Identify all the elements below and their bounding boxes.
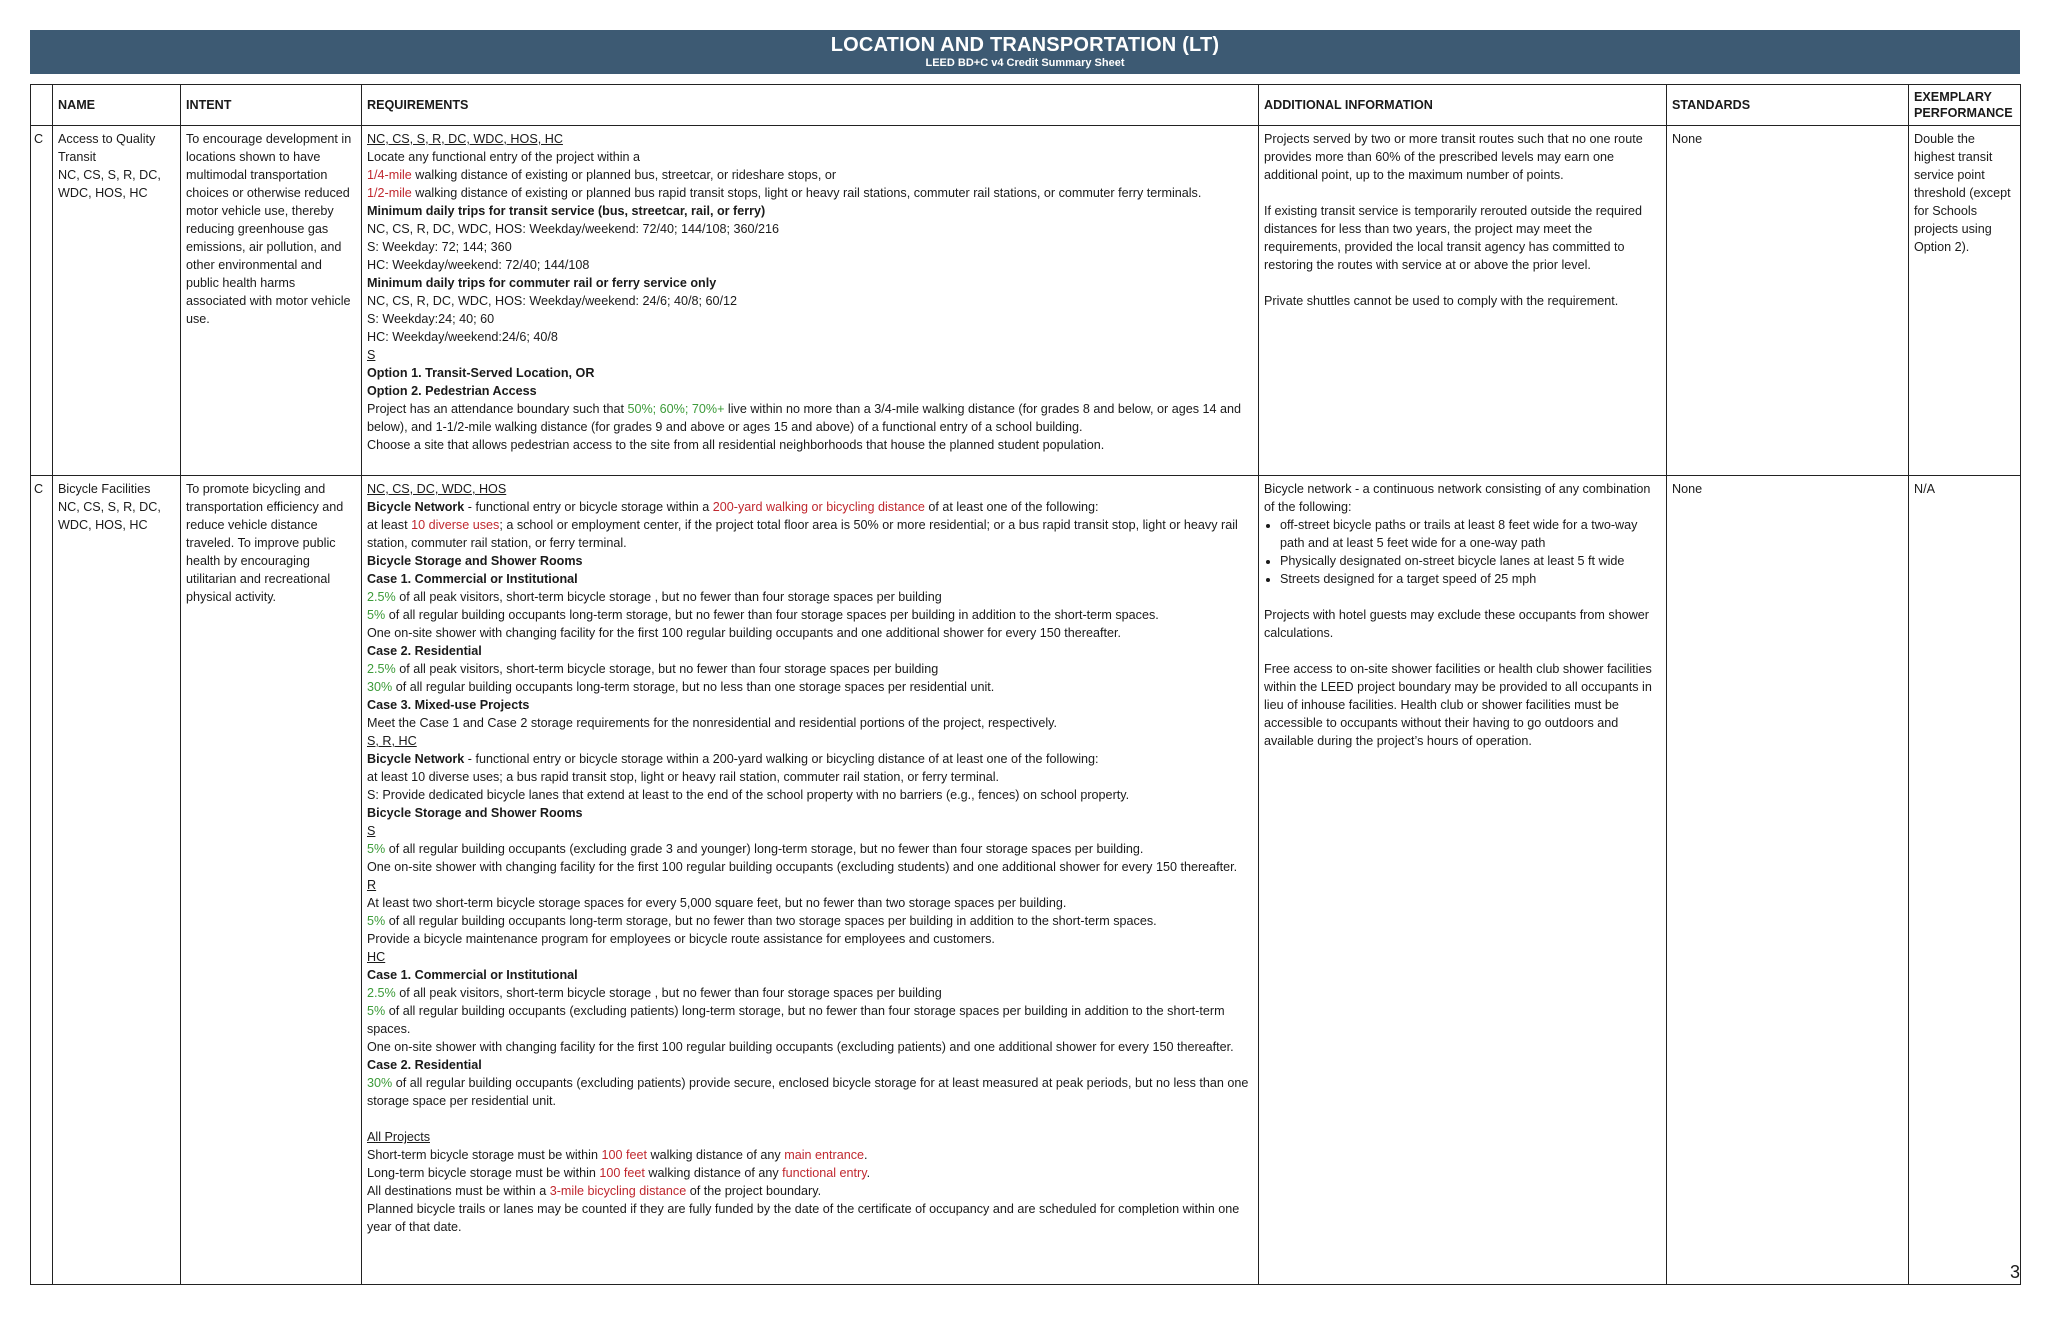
status-cell: C <box>31 126 53 476</box>
red-highlight: 1/4-mile <box>367 168 412 182</box>
req-line: HC: Weekday/weekend:24/6; 40/8 <box>367 330 558 344</box>
req-line <box>367 588 1253 606</box>
req-text: . <box>866 1166 871 1180</box>
additional-cell <box>1259 126 1667 476</box>
req-text: walking distance of any <box>644 1166 783 1180</box>
req-text: of all regular building occupants (excluding grade 3 and younger) long-term storage, but no fewer than four storage spaces per building. <box>385 842 1144 856</box>
req-line <box>367 1164 1253 1182</box>
req-text: - functional entry or bicycle storage within a 200-yard walking or bicycling distance of at least one of the following: <box>464 752 1099 766</box>
req-line: All Projects <box>367 1130 430 1144</box>
green-highlight: 5% <box>367 914 386 928</box>
req-text: walking distance of existing or planned bus, streetcar, or rideshare stops, or <box>411 168 837 182</box>
req-line: S <box>367 348 376 362</box>
req-text: of at least one of the following: <box>924 500 1099 514</box>
req-text: ; a school or employment center, if the project total floor area is 50% or more residential; or a bus rapid transit stop, light or heavy rail station, commuter rail station, or ferry terminal. <box>367 518 1238 550</box>
req-line <box>367 1182 1253 1200</box>
req-heading: Case 1. Commercial or Institutional <box>367 968 578 982</box>
req-line: at least 10 diverse uses; a bus rapid transit stop, light or heavy rail station, commuter rail station, or ferry terminal. <box>367 770 1000 784</box>
req-text: . <box>864 1148 868 1162</box>
col-header-standards: STANDARDS <box>1667 85 1909 126</box>
req-text: Project has an attendance boundary such that <box>367 402 628 416</box>
req-line: One on-site shower with changing facility for the first 100 regular building occupants (excluding patients) and one additional shower for every 150 thereafter. <box>367 1040 1234 1054</box>
info-paragraph: If existing transit service is temporarily rerouted outside the required distances for less than two years, the project may meet the requirements, provided the local transit agency has committed to restoring the routes with service at or above the prior level. <box>1264 204 1642 272</box>
page-number: 3 <box>2009 1262 2020 1282</box>
red-highlight: functional entry <box>782 1166 867 1180</box>
req-line <box>367 660 1253 678</box>
req-line <box>367 1002 1253 1038</box>
red-highlight: 10 diverse uses <box>411 518 500 532</box>
req-text: walking distance of any <box>647 1148 785 1162</box>
title-banner <box>30 30 2020 74</box>
req-text: live within no more than a 3/4-mile walking distance (for grades 8 and below, or ages 14 and below), and 1-1/2-mile walking distance (for grades 9 and above or ages 15 and above) of a functional entry of a school building. <box>367 402 1242 434</box>
req-line: Choose a site that allows pedestrian access to the site from all residential neighborhoods that house the planned student population. <box>367 438 1105 452</box>
additional-cell <box>1259 476 1667 1285</box>
credit-types: NC, CS, S, R, DC, WDC, HOS, HC <box>58 500 161 532</box>
req-heading: Bicycle Storage and Shower Rooms <box>367 806 583 820</box>
name-cell <box>53 476 181 1285</box>
col-header-additional: ADDITIONAL INFORMATION <box>1259 85 1667 126</box>
req-text: of all peak visitors, short-term bicycle storage , but no fewer than four storage spaces per building <box>395 590 942 604</box>
red-highlight: 1/2-mile <box>367 186 412 200</box>
status-cell: C <box>31 476 53 1285</box>
req-heading: Bicycle Storage and Shower Rooms <box>367 554 583 568</box>
req-line <box>367 498 1253 516</box>
table-row <box>31 126 2021 476</box>
req-line: At least two short-term bicycle storage spaces for every 5,000 square feet, but no fewer than two storage spaces per building. <box>367 896 1067 910</box>
credit-summary-table <box>30 84 2021 1285</box>
info-paragraph: Projects with hotel guests may exclude these occupants from shower calculations. <box>1264 608 1649 640</box>
req-text: Short-term bicycle storage must be within <box>367 1148 602 1162</box>
req-text: - functional entry or bicycle storage within a <box>464 500 713 514</box>
req-line <box>367 984 1253 1002</box>
req-line <box>367 750 1253 768</box>
red-highlight: 200-yard walking or bicycling distance <box>712 500 925 514</box>
req-line: NC, CS, DC, WDC, HOS <box>367 482 507 496</box>
col-header-exemplary: EXEMPLARY PERFORMANCE <box>1909 85 2021 126</box>
red-highlight: 100 feet <box>599 1166 645 1180</box>
green-highlight: 50%; 60%; 70%+ <box>627 402 725 416</box>
req-line: One on-site shower with changing facility for the first 100 regular building occupants (excluding students) and one additional shower for every 150 thereafter. <box>367 860 1238 874</box>
green-highlight: 30% <box>367 1076 393 1090</box>
credit-name: Access to Quality Transit <box>58 132 156 164</box>
exemplary-cell: Double the highest transit service point threshold (except for Schools projects using Option 2). <box>1909 126 2021 476</box>
page-title: LOCATION AND TRANSPORTATION (LT) <box>830 34 1220 56</box>
req-line <box>367 184 1253 202</box>
req-text: of all peak visitors, short-term bicycle storage, but no fewer than four storage spaces per building <box>395 662 939 676</box>
page-subtitle: LEED BD+C v4 Credit Summary Sheet <box>925 57 1125 69</box>
req-line <box>367 840 1253 858</box>
red-highlight: 3-mile bicycling distance <box>549 1184 687 1198</box>
col-header-name: NAME <box>53 85 181 126</box>
header-row <box>31 85 2021 126</box>
req-text: Long-term bicycle storage must be within <box>367 1166 600 1180</box>
req-text: of the project boundary. <box>686 1184 822 1198</box>
req-text: All destinations must be within a <box>367 1184 550 1198</box>
req-line: Provide a bicycle maintenance program for employees or bicycle route assistance for employees and customers. <box>367 932 995 946</box>
req-line: Meet the Case 1 and Case 2 storage requirements for the nonresidential and residential portions of the project, respectively. <box>367 716 1058 730</box>
req-line: R <box>367 878 377 892</box>
req-line: S: Weekday:24; 40; 60 <box>367 312 495 326</box>
req-line <box>367 516 1253 552</box>
col-header-requirements: REQUIREMENTS <box>362 85 1259 126</box>
req-line: S: Weekday: 72; 144; 360 <box>367 240 512 254</box>
name-cell <box>53 126 181 476</box>
req-text: of all regular building occupants (excluding patients) long-term storage, but no fewer than four storage spaces per building in addition to the short-term spaces. <box>367 1004 1225 1036</box>
req-text: of all regular building occupants long-term storage, but no fewer than two storage spaces per building in addition to the short-term spaces. <box>385 914 1157 928</box>
intent-cell: To encourage development in locations shown to have multimodal transportation choices or otherwise reduced motor vehicle use, thereby reducing greenhouse gas emissions, air pollution, and other environmental and public health harms associated with motor vehicle use. <box>181 126 362 476</box>
req-heading: Case 2. Residential <box>367 644 482 658</box>
req-text: of all regular building occupants long-term storage, but no fewer than four storage spaces per building in addition to the short-term spaces. <box>385 608 1159 622</box>
req-line: S, R, HC <box>367 734 417 748</box>
req-bold: Bicycle Network <box>367 500 465 514</box>
req-line: NC, CS, R, DC, WDC, HOS: Weekday/weekend: 72/40; 144/108; 360/216 <box>367 222 780 236</box>
col-header-status <box>31 85 53 126</box>
req-line <box>367 166 1253 184</box>
req-line <box>367 606 1253 624</box>
req-heading: Option 1. Transit-Served Location, OR <box>367 366 595 380</box>
credit-types: NC, CS, S, R, DC, WDC, HOS, HC <box>58 168 161 200</box>
req-line <box>367 1146 1253 1164</box>
req-line: HC <box>367 950 386 964</box>
req-text: of all regular building occupants long-term storage, but no less than one storage spaces per residential unit. <box>392 680 995 694</box>
req-line: One on-site shower with changing facility for the first 100 regular building occupants and one additional shower for every 150 thereafter. <box>367 626 1121 640</box>
info-paragraph: Bicycle network - a continuous network consisting of any combination of the following: <box>1264 482 1651 514</box>
req-text: walking distance of existing or planned bus rapid transit stops, light or heavy rail stations, commuter rail stations, or commuter ferry terminals. <box>411 186 1202 200</box>
req-line: NC, CS, S, R, DC, WDC, HOS, HC <box>367 132 563 146</box>
req-heading: Case 1. Commercial or Institutional <box>367 572 578 586</box>
req-line: HC: Weekday/weekend: 72/40; 144/108 <box>367 258 590 272</box>
green-highlight: 5% <box>367 1004 386 1018</box>
info-paragraph: Projects served by two or more transit routes such that no one route provides more than 60% of the prescribed levels may earn one additional point, up to the maximum number of points. <box>1264 132 1643 182</box>
list-item: • Physically designated on-street bicycle lanes at least 5 ft wide <box>1280 552 1661 570</box>
req-bold: Bicycle Network <box>367 752 465 766</box>
req-line: NC, CS, R, DC, WDC, HOS: Weekday/weekend: 24/6; 40/8; 60/12 <box>367 294 738 308</box>
req-heading: Case 2. Residential <box>367 1058 482 1072</box>
req-line: S <box>367 824 376 838</box>
green-highlight: 2.5% <box>367 590 396 604</box>
info-paragraph: Private shuttles cannot be used to comply with the requirement. <box>1264 294 1619 308</box>
col-header-intent: INTENT <box>181 85 362 126</box>
req-heading: Case 3. Mixed-use Projects <box>367 698 530 712</box>
req-line: S: Provide dedicated bicycle lanes that extend at least to the end of the school property with no barriers (e.g., fences) on school property. <box>367 788 1130 802</box>
req-line: Locate any functional entry of the project within a <box>367 150 641 164</box>
standards-cell: None <box>1667 476 1909 1285</box>
green-highlight: 5% <box>367 842 386 856</box>
req-text: of all regular building occupants (excluding patients) provide secure, enclosed bicycle storage for at least measured at peak periods, but no less than one storage space per residential unit. <box>367 1076 1249 1108</box>
exemplary-cell: N/A <box>1909 476 2021 1285</box>
req-heading: Minimum daily trips for transit service (bus, streetcar, rail, or ferry) <box>367 204 766 218</box>
green-highlight: 2.5% <box>367 986 396 1000</box>
list-item: • Streets designed for a target speed of 25 mph <box>1280 570 1661 588</box>
credit-name: Bicycle Facilities <box>58 482 151 496</box>
red-highlight: 100 feet <box>601 1148 648 1162</box>
req-heading: Minimum daily trips for commuter rail or ferry service only <box>367 276 717 290</box>
req-line <box>367 400 1253 436</box>
req-text: of all peak visitors, short-term bicycle storage , but no fewer than four storage spaces per building <box>395 986 942 1000</box>
info-paragraph: Free access to on-site shower facilities or health club shower facilities within the LEED project boundary may be provided to all occupants in lieu of inhouse facilities. Health club or shower facilities must be accessible to occupants without their having to go outdoors and available during the project’s hours of operation. <box>1264 662 1652 748</box>
req-line <box>367 1074 1253 1110</box>
bicycle-network-list <box>1264 516 1661 588</box>
intent-cell: To promote bicycling and transportation efficiency and reduce vehicle distance traveled. To improve public health by encouraging utilitarian and recreational physical activity. <box>181 476 362 1285</box>
req-text: at least <box>367 518 412 532</box>
red-highlight: main entrance <box>784 1148 865 1162</box>
requirements-cell <box>362 476 1259 1285</box>
green-highlight: 5% <box>367 608 386 622</box>
green-highlight: 2.5% <box>367 662 396 676</box>
requirements-cell <box>362 126 1259 476</box>
standards-cell: None <box>1667 126 1909 476</box>
req-heading: Option 2. Pedestrian Access <box>367 384 537 398</box>
list-item: • off-street bicycle paths or trails at least 8 feet wide for a two-way path and at least 5 feet wide for a one-way path <box>1280 516 1661 552</box>
table-row <box>31 476 2021 1285</box>
req-line: Planned bicycle trails or lanes may be counted if they are fully funded by the date of the certificate of occupancy and are scheduled for completion within one year of that date. <box>367 1202 1240 1234</box>
req-line <box>367 678 1253 696</box>
req-line <box>367 912 1253 930</box>
green-highlight: 30% <box>367 680 393 694</box>
